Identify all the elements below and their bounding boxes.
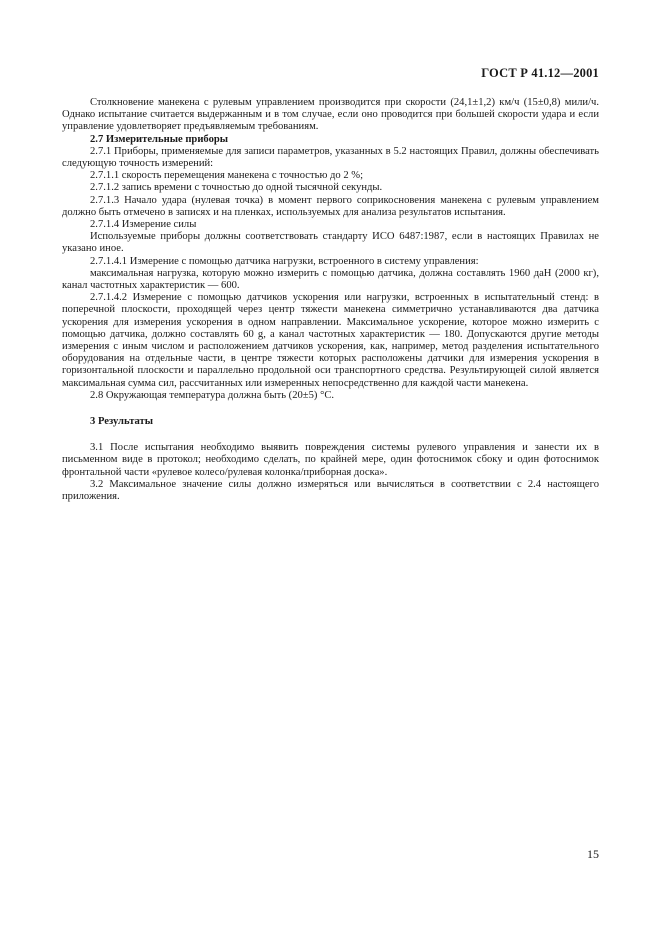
document-body bbox=[62, 97, 599, 503]
paragraph: 2.7.1.3 Начало удара (нулевая точка) в момент первого соприкосновения манекена с рулевым управлением должно быть отмечено в записях и на пленках, используемых для анализа результатов испытания. bbox=[62, 194, 599, 218]
section-heading: 3 Результаты bbox=[90, 416, 154, 428]
paragraph: 3.2 Максимальное значение силы должно измеряться или вычисляться в соответствии с 2.4 настоящего приложения. bbox=[62, 478, 599, 503]
paragraph: 2.7.1.1 скорость перемещения манекена с точностью до 2 %; bbox=[90, 170, 364, 182]
paragraph: Столкновение манекена с рулевым управлением производится при скорости (24,1±1,2) км/ч (15±0,8) мили/ч. Однако испытание считается выдержанным и в том случае, если оно проводится при большей скорости удара и если управление удовлетворяет предъявляемым требованиям. bbox=[62, 97, 599, 133]
paragraph: максимальная нагрузка, которую можно измерить с помощью датчика, должна составлять 1960 даН (2000 кг), канал частотных характеристик — 600. bbox=[62, 267, 599, 292]
paragraph: 2.7.1.4.1 Измерение с помощью датчика нагрузки, встроенного в систему управления: bbox=[90, 255, 479, 267]
paragraph: 2.7.1 Приборы, применяемые для записи параметров, указанных в 5.2 настоящих Правил, должны обеспечивать следующую точность измерений: bbox=[62, 145, 599, 170]
section-heading: 2.7 Измерительные приборы bbox=[90, 133, 229, 145]
paragraph: 2.8 Окружающая температура должна быть (20±5) °С. bbox=[90, 389, 335, 401]
paragraph: 2.7.1.2 запись времени с точностью до одной тысячной секунды. bbox=[90, 182, 383, 194]
paragraph: 3.1 После испытания необходимо выявить повреждения системы рулевого управления и занести их в письменном виде в протокол; необходимо сделать, по крайней мере, один фотоснимок сбоку и один фотоснимок фронтальной части «рулевое колесо/рулевая колонка/приборная доска». bbox=[62, 442, 599, 478]
page-number: 15 bbox=[587, 847, 599, 861]
document-id-header: ГОСТ Р 41.12—2001 bbox=[481, 66, 599, 80]
paragraph: 2.7.1.4 Измерение силы bbox=[90, 219, 197, 231]
paragraph: 2.7.1.4.2 Измерение с помощью датчиков ускорения или нагрузки, встроенных в испытательный стенд: в поперечной плоскости, проходящей через центр тяжести манекена симметрично устанавливаются два датчика ускорения для измерения ускорения в одном направлении. Максимальное ускорение, которое можно измерить с помощью датчика, должно составлять 60 g, а канал частотных характеристик — 180. Допускаются другие методы измерения с иным числом и расположением датчиков ускорения, как, например, метод разделения испытательного оборудования на отдельные части, в центре тяжести которых расположены датчики для измерения ускорения в горизонтальной плоскости и параллельно продольной оси транспортного средства. Результирующей силой является максимальная сумма сил, рассчитанных или измеренных непосредственно для каждой части манекена. bbox=[62, 292, 599, 389]
paragraph: Используемые приборы должны соответствовать стандарту ИСО 6487:1987, если в настоящих Правилах не указано иное. bbox=[62, 231, 599, 255]
